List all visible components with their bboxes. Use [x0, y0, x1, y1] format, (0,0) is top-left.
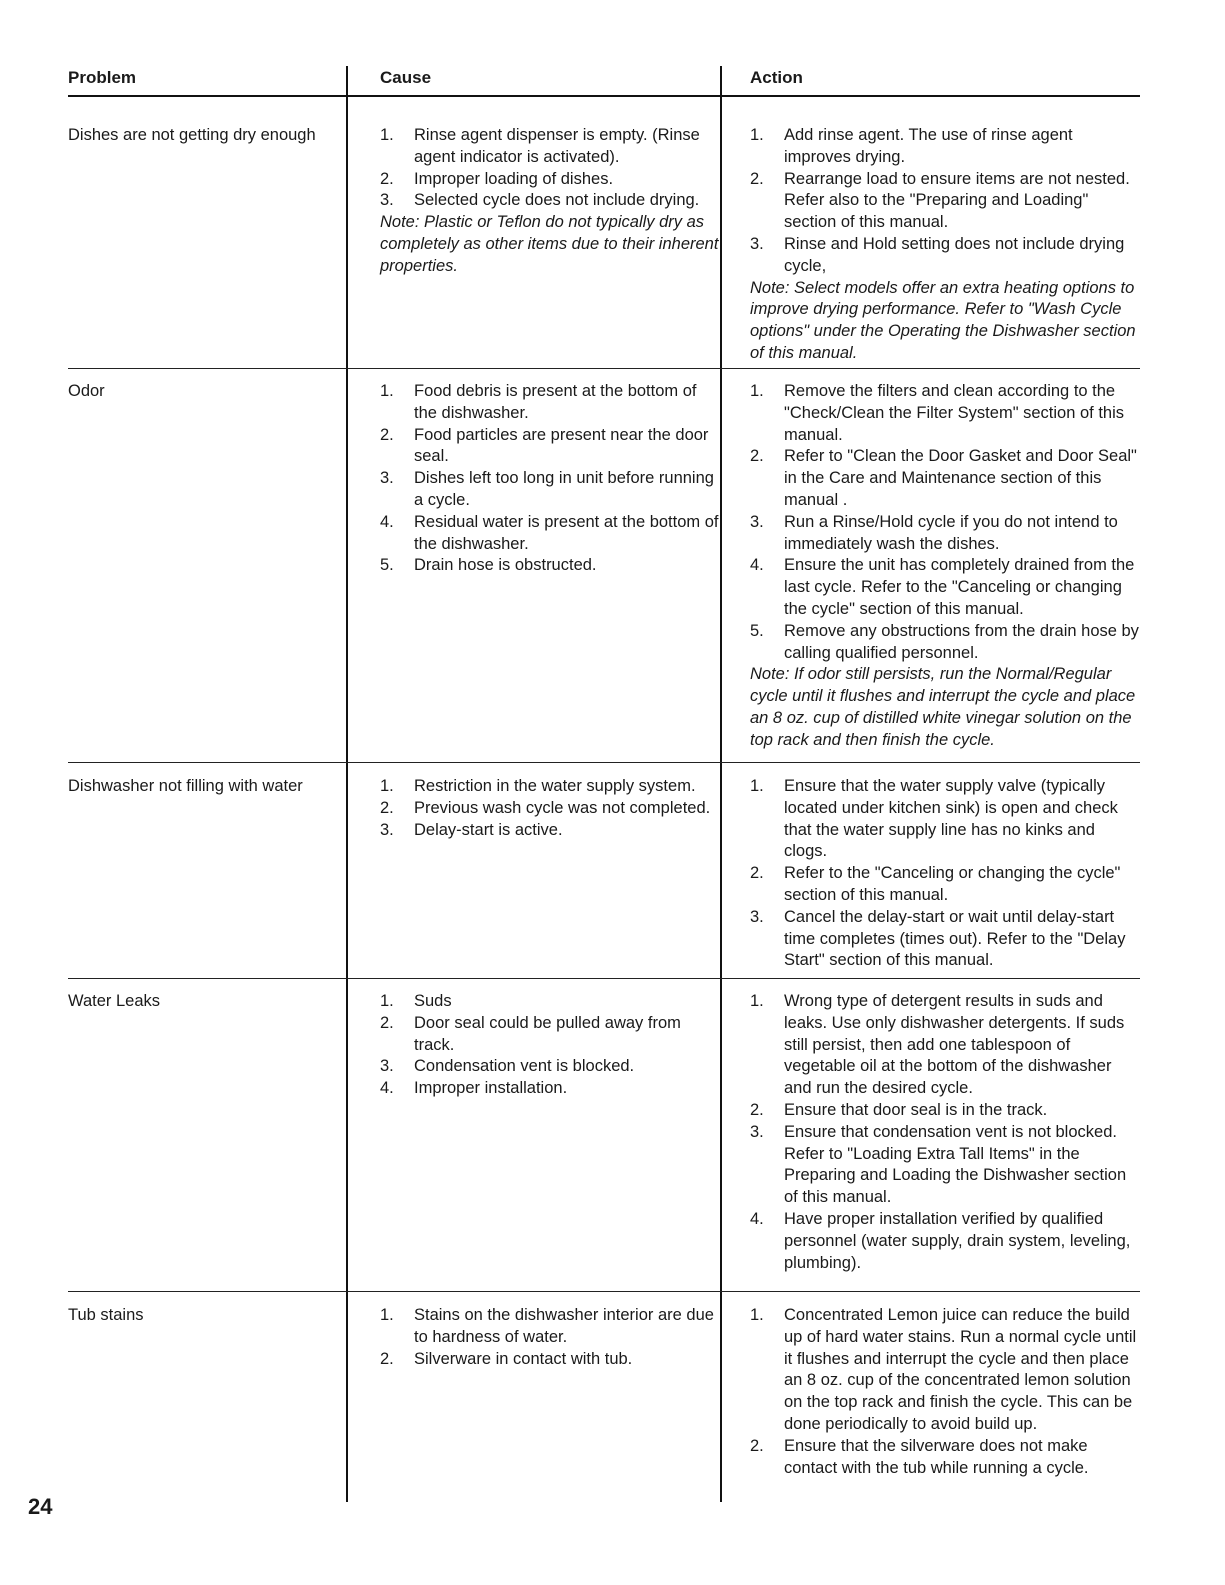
problem-text: Dishes are not getting dry enough	[68, 126, 316, 144]
cause-item	[380, 1056, 720, 1078]
cause-item	[380, 381, 720, 425]
cause-item-text: Food particles are present near the door seal.	[414, 425, 709, 466]
cause-item	[380, 468, 720, 512]
item-number: 2.	[380, 425, 394, 444]
row-divider	[68, 762, 1140, 763]
cause-item-text: Rinse agent dispenser is empty. (Rinse agent indicator is activated).	[414, 126, 700, 166]
action-item-text: Rearrange load to ensure items are not nested. Refer also to the "Preparing and Loading" section of this manual.	[784, 169, 1130, 232]
action-item-text: Remove the filters and clean according to the "Check/Clean the Filter System" section of this manual.	[784, 382, 1125, 444]
item-number: 1.	[380, 126, 394, 144]
cause-cell	[380, 1305, 720, 1370]
action-item	[750, 991, 1142, 1100]
item-number: 1.	[380, 777, 394, 795]
cause-item-text: Drain hose is obstructed.	[414, 556, 597, 575]
cause-list	[380, 1305, 720, 1370]
problem-text: Water Leaks	[68, 992, 161, 1010]
cause-item-text: Residual water is present at the bottom of the dishwasher.	[414, 512, 719, 553]
action-item-text: Add rinse agent. The use of rinse agent improves drying.	[784, 126, 1073, 166]
item-number: 1.	[750, 777, 764, 795]
item-number: 2.	[380, 1349, 394, 1368]
action-item	[750, 776, 1142, 863]
cause-note: Note: Plastic or Teflon do not typically dry as completely as other items due to their inherent properties.	[380, 213, 719, 275]
item-number: 1.	[380, 382, 394, 400]
item-number: 5.	[750, 621, 764, 640]
action-item	[750, 234, 1142, 278]
action-item	[750, 1100, 1142, 1122]
action-cell	[750, 1305, 1142, 1479]
cause-item-text: Dishes left too long in unit before running a cycle.	[414, 469, 714, 509]
action-item	[750, 907, 1142, 972]
column-divider	[346, 66, 348, 1502]
row-divider	[68, 1291, 1140, 1292]
cause-cell	[380, 125, 720, 278]
item-number: 4.	[380, 1079, 394, 1098]
action-item	[750, 863, 1142, 907]
cause-item-text: Selected cycle does not include drying.	[414, 191, 700, 210]
action-note: Note: If odor still persists, run the Normal/Regular cycle until it flushes and interrupt the cycle and place an 8 oz. cup of distilled white vinegar solution on the top rack and then finish the cycle.	[750, 665, 1136, 749]
problem-text: Tub stains	[68, 1306, 144, 1324]
action-item-text: Ensure that the water supply valve (typically located under kitchen sink) is open and check that the water supply line has no kinks and clogs.	[784, 777, 1118, 861]
cause-item-text: Food debris is present at the bottom of the dishwasher.	[414, 382, 697, 422]
action-item-text: Ensure the unit has completely drained from the last cycle. Refer to the "Canceling or changing the cycle" section of this manual.	[784, 556, 1135, 618]
header-problem: Problem	[68, 68, 137, 87]
item-number: 1.	[750, 382, 764, 400]
item-number: 3.	[750, 907, 764, 926]
action-item-text: Wrong type of detergent results in suds and leaks. Use only dishwasher detergents. If suds still persist, then add one tablespoon of vegetable oil at the bottom of the dishwasher and run the desired cycle.	[784, 992, 1125, 1098]
page-number: 24	[28, 1494, 53, 1519]
item-number: 1.	[750, 992, 764, 1010]
item-number: 2.	[750, 1436, 764, 1455]
cause-list	[380, 381, 720, 577]
action-item-text: Ensure that door seal is in the track.	[784, 1100, 1048, 1119]
item-number: 1.	[380, 992, 394, 1010]
action-item	[750, 512, 1142, 556]
cause-cell	[380, 991, 720, 1100]
row-divider	[68, 978, 1140, 979]
action-item-text: Cancel the delay-start or wait until delay-start time completes (times out). Refer to the "Delay Start" section of this manual.	[784, 907, 1126, 970]
item-number: 4.	[380, 512, 394, 531]
action-list	[750, 125, 1142, 278]
item-number: 5.	[380, 556, 394, 575]
cause-item-text: Suds	[414, 992, 452, 1010]
table-header	[68, 68, 1140, 94]
cause-item-text: Improper installation.	[414, 1079, 568, 1098]
action-item-text: Run a Rinse/Hold cycle if you do not intend to immediately wash the dishes.	[784, 512, 1118, 553]
cause-item	[380, 555, 720, 577]
action-item-text: Concentrated Lemon juice can reduce the build up of hard water stains. Run a normal cycle until it flushes and interrupt the cycle and then place an 8 oz. cup of the concentrated lemon solution on the top rack and finish the cycle. This can be done periodically to avoid build up.	[784, 1306, 1137, 1433]
cause-item-text: Condensation vent is blocked.	[414, 1057, 635, 1076]
item-number: 3.	[750, 512, 764, 531]
action-item	[750, 555, 1142, 620]
action-item-text: Remove any obstructions from the drain hose by calling qualified personnel.	[784, 621, 1139, 662]
item-number: 1.	[750, 126, 764, 144]
problem-text: Odor	[68, 382, 105, 400]
item-number: 3.	[750, 1122, 764, 1141]
cause-item	[380, 991, 720, 1013]
item-number: 4.	[750, 556, 764, 575]
cause-item	[380, 425, 720, 469]
item-number: 1.	[750, 1306, 764, 1324]
action-item	[750, 621, 1142, 665]
action-item	[750, 381, 1142, 446]
item-number: 3.	[380, 191, 394, 210]
cause-item-text: Silverware in contact with tub.	[414, 1349, 633, 1368]
cause-item	[380, 1078, 720, 1100]
row-divider	[68, 368, 1140, 369]
action-item-text: Refer to "Clean the Door Gasket and Door Seal" in the Care and Maintenance section of this manual .	[784, 447, 1137, 509]
cause-item-text: Delay-start is active.	[414, 820, 563, 839]
action-item	[750, 1209, 1142, 1274]
action-item	[750, 1122, 1142, 1209]
action-list	[750, 381, 1142, 664]
item-number: 3.	[380, 469, 394, 488]
action-note: Note: Select models offer an extra heating options to improve drying performance. Refer to "Wash Cycle options" under the Operating the Dishwasher section of this manual.	[750, 278, 1136, 362]
action-item-text: Have proper installation verified by qualified personnel (water supply, drain system, leveling, plumbing).	[784, 1209, 1131, 1272]
item-number: 2.	[750, 447, 764, 466]
item-number: 3.	[380, 820, 394, 839]
action-cell	[750, 776, 1142, 972]
action-item	[750, 1436, 1142, 1480]
action-cell	[750, 991, 1142, 1274]
cause-item	[380, 1349, 720, 1371]
item-number: 2.	[380, 169, 394, 188]
cause-item-text: Previous wash cycle was not completed.	[414, 798, 711, 817]
action-list	[750, 991, 1142, 1274]
header-rule	[68, 95, 1140, 97]
cause-item	[380, 169, 720, 191]
item-number: 2.	[750, 169, 764, 188]
cause-item	[380, 1013, 720, 1057]
column-divider	[720, 66, 722, 1502]
item-number: 4.	[750, 1209, 764, 1228]
cause-item-text: Door seal could be pulled away from track.	[414, 1013, 681, 1054]
problem-text: Dishwasher not filling with water	[68, 777, 303, 795]
cause-item	[380, 1305, 720, 1349]
cause-item-text: Improper loading of dishes.	[414, 169, 614, 188]
action-cell	[750, 125, 1142, 365]
cause-cell	[380, 381, 720, 577]
action-item	[750, 169, 1142, 234]
cause-item	[380, 776, 720, 798]
cause-item-text: Restriction in the water supply system.	[414, 777, 696, 795]
action-item	[750, 1305, 1142, 1436]
action-list	[750, 776, 1142, 972]
cause-item	[380, 820, 720, 842]
cause-list	[380, 776, 720, 841]
action-item	[750, 446, 1142, 511]
troubleshooting-page	[68, 0, 1140, 1585]
action-item-text: Refer to the "Canceling or changing the cycle" section of this manual.	[784, 864, 1121, 904]
cause-item	[380, 190, 720, 212]
action-item-text: Rinse and Hold setting does not include drying cycle,	[784, 234, 1125, 275]
action-list	[750, 1305, 1142, 1479]
cause-list	[380, 125, 720, 212]
item-number: 2.	[750, 1100, 764, 1119]
item-number: 3.	[750, 234, 764, 253]
item-number: 2.	[380, 798, 394, 817]
action-item-text: Ensure that the silverware does not make contact with the tub while running a cycle.	[784, 1436, 1089, 1477]
item-number: 2.	[380, 1013, 394, 1032]
header-cause: Cause	[380, 68, 432, 87]
action-cell	[750, 381, 1142, 752]
cause-list	[380, 991, 720, 1100]
item-number: 1.	[380, 1306, 394, 1324]
cause-cell	[380, 776, 720, 841]
action-item	[750, 125, 1142, 169]
item-number: 2.	[750, 864, 764, 883]
cause-item-text: Stains on the dishwasher interior are due to hardness of water.	[414, 1306, 714, 1346]
cause-item	[380, 125, 720, 169]
cause-item	[380, 512, 720, 556]
header-action: Action	[750, 68, 803, 87]
item-number: 3.	[380, 1057, 394, 1076]
action-item-text: Ensure that condensation vent is not blocked. Refer to "Loading Extra Tall Items" in the Preparing and Loading the Dishwasher section of this manual.	[784, 1122, 1127, 1207]
cause-item	[380, 798, 720, 820]
